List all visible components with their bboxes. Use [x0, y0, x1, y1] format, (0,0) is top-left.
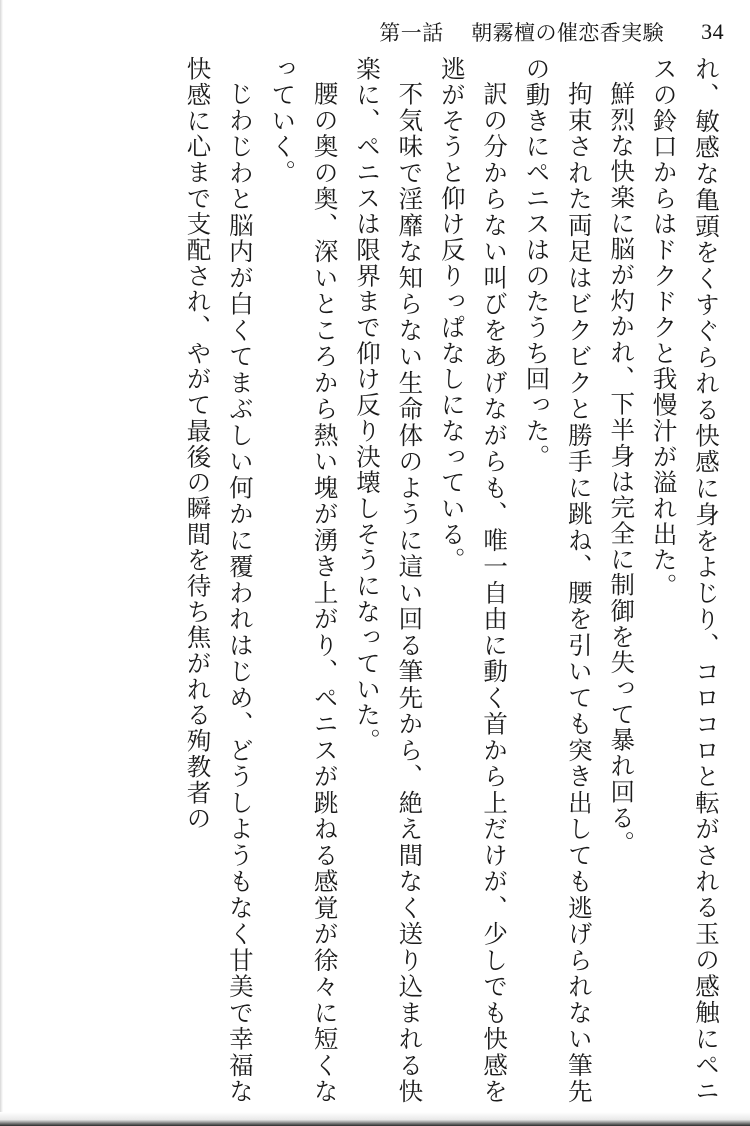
paragraph: 腰の奥の奥、深いところから熱い塊が湧き上がり、ペニスが跳ねる感覚が徐々に短くなっていく。: [268, 56, 338, 1104]
paragraph: 鮮烈な快楽に脳が灼かれ、下半身は完全に制御を失って暴れ回る。: [607, 80, 635, 856]
body-text-vertical: [30, 56, 726, 1104]
paragraph: 訳の分からない叫びをあげながらも、唯一自由に動く首から上だけが、少しでも快感を逃がそうと仰け反りっぱなしになっている。: [437, 56, 508, 1104]
running-header: [0, 12, 724, 52]
page-bottom-edge: [0, 1112, 750, 1126]
paragraph: れ、敏感な亀頭をくすぐられる快感に身をよじり、コロコロと転がされる玉の感触にペニスの鈴口からはドクドクと我慢汁が溢れ出た。: [649, 56, 719, 1104]
paragraph: 拘束された両足はビクビクと勝手に跳ね、腰を引いても突き出しても逃げられない筆先の動きにペニスはのたうち回った。: [522, 56, 592, 1104]
paragraph: 不気味で淫靡な知らない生命体のように這い回る筆先から、絶え間なく送り込まれる快楽に、ペニスは限界まで仰け反り決壊しそうになっていた。: [353, 56, 423, 1104]
chapter-title: 朝霧檀の催恋香実験: [471, 21, 664, 45]
chapter-label: [379, 17, 664, 47]
paragraph: じわじわと脳内が白くてまぶしい何かに覆われはじめ、どうしようもなく甘美で幸福な快感に心まで支配され、やがて最後の瞬間を待ち焦がれる殉教者の: [183, 56, 253, 1104]
page-left-edge: [0, 0, 3, 1126]
chapter-number: 第一話: [379, 21, 444, 45]
page-number: 34: [701, 19, 724, 44]
